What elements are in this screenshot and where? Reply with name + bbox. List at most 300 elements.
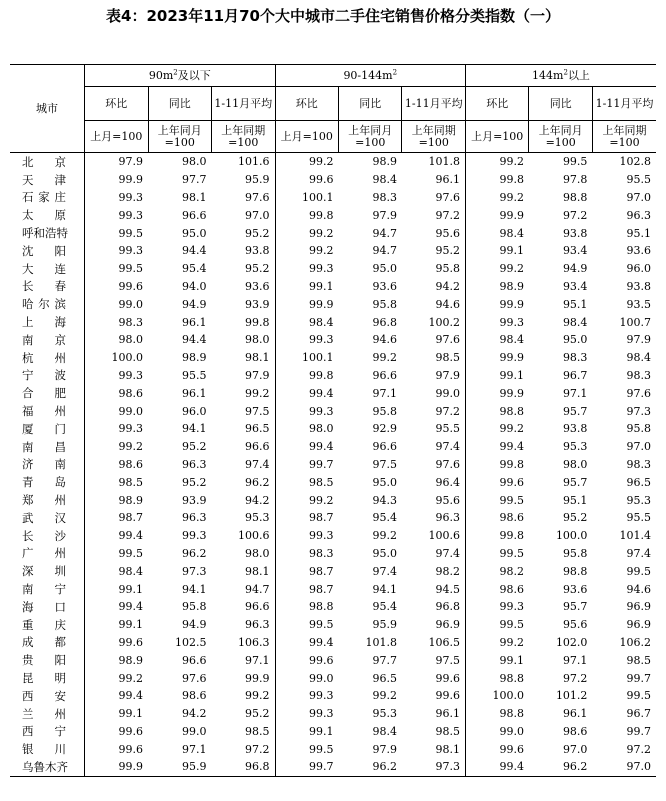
value-cell: 95.6: [402, 224, 465, 242]
value-cell: 99.2: [499, 190, 524, 204]
value-cell: 97.1: [372, 386, 397, 400]
value-cell: 93.4: [562, 279, 588, 293]
value-cell: 99.3: [118, 244, 144, 258]
value-cell: 99.7: [626, 671, 651, 685]
value-cell: 93.8: [212, 242, 275, 260]
value-cell: 95.4: [372, 600, 397, 614]
city-cell: 哈尔滨: [10, 295, 85, 313]
value-cell: 99.9: [212, 669, 275, 687]
value-cell: 99.8: [499, 529, 524, 543]
value-cell: 95.7: [562, 404, 588, 418]
value-cell: 93.4: [562, 244, 588, 258]
value-cell: 96.3: [182, 457, 207, 471]
value-cell: 99.8: [499, 457, 524, 471]
value-cell: 96.4: [402, 473, 465, 491]
value-cell: 99.6: [118, 742, 144, 756]
value-cell: 96.8: [402, 598, 465, 616]
table-row: [10, 313, 656, 331]
value-cell: 95.1: [626, 226, 651, 240]
value-cell: 94.7: [372, 226, 397, 240]
value-cell: 95.9: [212, 171, 275, 189]
value-cell: 95.3: [372, 707, 397, 721]
value-cell: 101.4: [619, 529, 651, 543]
value-cell: 97.4: [626, 546, 651, 560]
value-cell: 98.4: [626, 351, 651, 365]
value-cell: 99.0: [402, 384, 465, 402]
value-cell: 100.7: [619, 315, 651, 329]
table-row: [10, 206, 656, 224]
value-cell: 106.2: [619, 635, 651, 649]
table-row: [10, 527, 656, 545]
group-header-small: $90m^2$及以下: [85, 65, 275, 87]
value-cell: 93.6: [562, 582, 588, 596]
value-cell: 98.3: [372, 190, 397, 204]
table-row: [10, 456, 656, 474]
value-cell: 95.6: [562, 618, 588, 632]
value-cell: 95.0: [562, 333, 588, 347]
sub-header-mom: 环比: [85, 87, 148, 121]
value-cell: 95.1: [562, 493, 588, 507]
value-cell: 99.1: [499, 653, 524, 667]
value-cell: 97.2: [402, 402, 465, 420]
value-cell: 99.9: [499, 351, 524, 365]
value-cell: 99.9: [309, 297, 334, 311]
table-row: [10, 473, 656, 491]
city-cell: 长沙: [10, 527, 85, 545]
value-cell: 97.4: [212, 456, 275, 474]
value-cell: 96.0: [182, 404, 207, 418]
table-row: [10, 349, 656, 367]
sub-header-yoy: 同比: [529, 87, 592, 121]
value-cell: 94.4: [182, 244, 207, 258]
city-cell: 银川: [10, 740, 85, 758]
value-cell: 96.1: [182, 386, 207, 400]
base-header-yoy: 上年同月=100: [529, 121, 592, 153]
value-cell: 98.0: [212, 331, 275, 349]
value-cell: 95.8: [182, 600, 207, 614]
value-cell: 96.3: [182, 511, 207, 525]
city-cell: 西安: [10, 687, 85, 705]
city-cell: 南宁: [10, 580, 85, 598]
value-cell: 94.2: [212, 491, 275, 509]
value-cell: 97.3: [402, 758, 465, 776]
value-cell: 99.3: [309, 689, 334, 703]
value-cell: 99.2: [118, 440, 144, 454]
table-row: [10, 758, 656, 776]
value-cell: 100.1: [302, 351, 334, 365]
value-cell: 96.6: [372, 440, 397, 454]
value-cell: 106.3: [212, 634, 275, 652]
value-cell: 98.5: [626, 653, 651, 667]
sub-header-yoy: 同比: [148, 87, 211, 121]
value-cell: 99.5: [499, 618, 524, 632]
value-cell: 95.2: [182, 475, 207, 489]
table-row: [10, 687, 656, 705]
value-cell: 99.6: [402, 669, 465, 687]
city-cell: 海口: [10, 598, 85, 616]
value-cell: 100.0: [492, 689, 524, 703]
value-cell: 96.3: [402, 509, 465, 527]
value-cell: 99.9: [499, 297, 524, 311]
value-cell: 99.3: [118, 208, 144, 222]
value-cell: 98.3: [118, 315, 144, 329]
value-cell: 98.8: [309, 600, 334, 614]
value-cell: 94.6: [372, 333, 397, 347]
value-cell: 98.4: [118, 564, 144, 578]
value-cell: 93.9: [212, 295, 275, 313]
value-cell: 99.2: [309, 155, 334, 169]
value-cell: 97.8: [562, 173, 588, 187]
value-cell: 97.1: [562, 653, 588, 667]
city-cell: 青岛: [10, 473, 85, 491]
value-cell: 97.2: [562, 208, 588, 222]
value-cell: 98.0: [212, 545, 275, 563]
value-cell: 93.8: [626, 279, 651, 293]
table-row: [10, 509, 656, 527]
value-cell: 97.2: [562, 671, 588, 685]
table-row: [10, 545, 656, 563]
table-row: [10, 562, 656, 580]
value-cell: 99.6: [309, 653, 334, 667]
value-cell: 99.3: [499, 600, 524, 614]
value-cell: 99.4: [465, 758, 528, 776]
value-cell: 97.3: [182, 564, 207, 578]
base-header-avg: 上年同期=100: [592, 121, 656, 153]
value-cell: 96.6: [372, 368, 397, 382]
value-cell: 97.2: [626, 742, 651, 756]
value-cell: 99.4: [118, 689, 144, 703]
value-cell: 93.5: [626, 297, 651, 311]
value-cell: 93.9: [182, 493, 207, 507]
value-cell: 99.6: [118, 724, 144, 738]
value-cell: 94.6: [402, 295, 465, 313]
city-cell: 大连: [10, 260, 85, 278]
group-header-large: $144m^2$以上: [465, 65, 656, 87]
value-cell: 98.2: [402, 562, 465, 580]
value-cell: 95.2: [182, 440, 207, 454]
value-cell: 98.8: [562, 190, 588, 204]
value-cell: 96.5: [212, 420, 275, 438]
city-cell: 宁波: [10, 367, 85, 385]
value-cell: 96.5: [626, 475, 651, 489]
value-cell: 93.6: [372, 279, 397, 293]
city-cell: 合肥: [10, 384, 85, 402]
value-cell: 99.0: [309, 671, 334, 685]
value-cell: 98.7: [118, 511, 144, 525]
city-cell: 深圳: [10, 562, 85, 580]
value-cell: 99.0: [118, 404, 144, 418]
value-cell: 100.1: [302, 190, 334, 204]
value-cell: 97.4: [402, 545, 465, 563]
table-row: [10, 224, 656, 242]
city-cell: 呼和浩特: [10, 224, 85, 242]
group-header-medium: $90-144m^2$: [275, 65, 465, 87]
city-column-header: 城市: [10, 65, 85, 153]
value-cell: 97.6: [212, 189, 275, 207]
value-cell: 97.9: [118, 155, 144, 169]
base-header-mom: 上月=100: [465, 121, 528, 153]
value-cell: 96.2: [212, 473, 275, 491]
value-cell: 101.2: [555, 689, 588, 703]
value-cell: 100.2: [402, 313, 465, 331]
value-cell: 99.7: [626, 724, 651, 738]
table-row: [10, 402, 656, 420]
value-cell: 96.8: [212, 758, 275, 776]
value-cell: 97.6: [182, 671, 207, 685]
table-row: [10, 669, 656, 687]
table-row: [10, 260, 656, 278]
value-cell: 98.9: [372, 155, 397, 169]
value-cell: 97.2: [212, 740, 275, 758]
value-cell: 92.9: [372, 422, 397, 436]
value-cell: 99.3: [118, 190, 144, 204]
value-cell: 97.3: [626, 404, 651, 418]
value-cell: 98.2: [499, 564, 524, 578]
value-cell: 95.2: [212, 224, 275, 242]
value-cell: 99.1: [118, 707, 144, 721]
value-cell: 99.4: [309, 635, 334, 649]
value-cell: 95.6: [402, 491, 465, 509]
value-cell: 98.0: [118, 333, 144, 347]
base-header-avg: 上年同期=100: [212, 121, 275, 153]
value-cell: 98.7: [309, 582, 334, 596]
value-cell: 96.1: [182, 315, 207, 329]
value-cell: 98.8: [562, 564, 588, 578]
sub-header-mom: 环比: [275, 87, 338, 121]
city-cell: 西宁: [10, 723, 85, 741]
value-cell: 96.9: [626, 600, 651, 614]
value-cell: 99.3: [309, 333, 334, 347]
value-cell: 98.1: [402, 740, 465, 758]
value-cell: 93.8: [562, 422, 588, 436]
city-cell: 厦门: [10, 420, 85, 438]
value-cell: 100.6: [212, 527, 275, 545]
value-cell: 99.1: [118, 618, 144, 632]
value-cell: 98.0: [182, 155, 207, 169]
value-cell: 99.5: [499, 493, 524, 507]
table-title: 表4：2023年11月70个大中城市二手住宅销售价格分类指数（一）: [106, 7, 560, 25]
city-cell: 南昌: [10, 438, 85, 456]
value-cell: 96.5: [372, 671, 397, 685]
value-cell: 97.0: [626, 190, 651, 204]
value-cell: 96.2: [529, 758, 592, 776]
value-cell: 95.8: [402, 260, 465, 278]
value-cell: 99.3: [309, 404, 334, 418]
value-cell: 99.2: [309, 226, 334, 240]
value-cell: 99.4: [499, 440, 524, 454]
value-cell: 95.3: [562, 440, 588, 454]
value-cell: 95.2: [212, 260, 275, 278]
city-cell: 南京: [10, 331, 85, 349]
value-cell: 99.5: [118, 546, 144, 560]
value-cell: 98.9: [118, 493, 144, 507]
value-cell: 97.6: [626, 386, 651, 400]
value-cell: 99.4: [309, 386, 334, 400]
value-cell: 97.7: [372, 653, 397, 667]
value-cell: 99.6: [499, 475, 524, 489]
value-cell: 93.8: [562, 226, 588, 240]
value-cell: 99.5: [118, 262, 144, 276]
value-cell: 98.6: [499, 511, 524, 525]
value-cell: 99.5: [309, 742, 334, 756]
value-cell: 101.8: [365, 635, 397, 649]
city-cell: 成都: [10, 634, 85, 652]
city-cell: 石家庄: [10, 189, 85, 207]
value-cell: 98.4: [499, 333, 524, 347]
value-cell: 97.9: [212, 367, 275, 385]
value-cell: 99.4: [118, 600, 144, 614]
value-cell: 99.4: [309, 440, 334, 454]
value-cell: 96.7: [562, 368, 588, 382]
value-cell: 97.5: [372, 457, 397, 471]
value-cell: 95.5: [626, 173, 651, 187]
value-cell: 99.1: [118, 582, 144, 596]
value-cell: 99.3: [118, 368, 144, 382]
city-cell: 福州: [10, 402, 85, 420]
value-cell: 96.1: [562, 707, 588, 721]
value-cell: 93.6: [626, 244, 651, 258]
base-header-yoy: 上年同月=100: [148, 121, 211, 153]
value-cell: 100.0: [111, 351, 144, 365]
city-cell: 昆明: [10, 669, 85, 687]
value-cell: 97.5: [212, 402, 275, 420]
city-cell: 长春: [10, 278, 85, 296]
value-cell: 98.5: [212, 723, 275, 741]
city-cell: 贵阳: [10, 651, 85, 669]
value-cell: 99.3: [499, 315, 524, 329]
city-cell: 武汉: [10, 509, 85, 527]
value-cell: 99.2: [499, 262, 524, 276]
value-cell: 97.4: [372, 564, 397, 578]
table-row: [10, 278, 656, 296]
value-cell: 94.9: [562, 262, 588, 276]
value-cell: 99.9: [118, 173, 144, 187]
base-header-avg: 上年同期=100: [402, 121, 465, 153]
value-cell: 100.6: [402, 527, 465, 545]
city-cell: 郑州: [10, 491, 85, 509]
value-cell: 95.5: [626, 511, 651, 525]
sub-header-mom: 环比: [465, 87, 528, 121]
value-cell: 94.0: [182, 279, 207, 293]
value-cell: 96.9: [402, 616, 465, 634]
value-cell: 97.7: [182, 173, 207, 187]
value-cell: 94.7: [372, 244, 397, 258]
city-cell: 乌鲁木齐: [10, 758, 85, 776]
value-cell: 101.6: [212, 153, 275, 171]
value-cell: 96.7: [626, 707, 651, 721]
table-row: [10, 189, 656, 207]
value-cell: 96.6: [182, 653, 207, 667]
value-cell: 98.4: [372, 724, 397, 738]
value-cell: 99.2: [499, 422, 524, 436]
value-cell: 97.9: [402, 367, 465, 385]
value-cell: 99.3: [182, 529, 207, 543]
table-row: [10, 634, 656, 652]
value-cell: 99.3: [309, 529, 334, 543]
value-cell: 98.3: [626, 368, 651, 382]
value-cell: 98.6: [499, 582, 524, 596]
value-cell: 98.0: [562, 457, 588, 471]
value-cell: 96.3: [212, 616, 275, 634]
value-cell: 98.5: [118, 475, 144, 489]
value-cell: 97.6: [402, 331, 465, 349]
value-cell: 95.0: [372, 475, 397, 489]
value-cell: 97.0: [562, 742, 588, 756]
value-cell: 99.2: [212, 384, 275, 402]
value-cell: 99.1: [499, 368, 524, 382]
value-cell: 95.8: [626, 422, 651, 436]
value-cell: 99.2: [372, 351, 397, 365]
value-cell: 102.8: [619, 155, 651, 169]
value-cell: 99.2: [499, 635, 524, 649]
value-cell: 99.6: [118, 635, 144, 649]
value-cell: 94.1: [182, 422, 207, 436]
table-row: [10, 331, 656, 349]
value-cell: 95.2: [212, 705, 275, 723]
value-cell: 94.7: [212, 580, 275, 598]
value-cell: 98.9: [499, 279, 524, 293]
value-cell: 98.6: [562, 724, 588, 738]
value-cell: 106.5: [402, 634, 465, 652]
value-cell: 98.4: [372, 173, 397, 187]
value-cell: 94.2: [182, 707, 207, 721]
base-header-mom: 上月=100: [85, 121, 148, 153]
value-cell: 98.9: [182, 351, 207, 365]
value-cell: 98.1: [182, 190, 207, 204]
value-cell: 98.3: [309, 546, 334, 560]
value-cell: 97.0: [592, 758, 656, 776]
table-row: [10, 438, 656, 456]
value-cell: 95.0: [372, 262, 397, 276]
value-cell: 99.0: [499, 724, 524, 738]
table-row: [10, 384, 656, 402]
city-cell: 天津: [10, 171, 85, 189]
value-cell: 98.7: [309, 511, 334, 525]
value-cell: 95.2: [562, 511, 588, 525]
value-cell: 97.5: [402, 651, 465, 669]
value-cell: 95.0: [372, 546, 397, 560]
value-cell: 96.1: [402, 705, 465, 723]
value-cell: 96.6: [212, 598, 275, 616]
table-header: [10, 65, 656, 153]
value-cell: 98.5: [402, 723, 465, 741]
value-cell: 98.7: [309, 564, 334, 578]
value-cell: 97.0: [626, 440, 651, 454]
value-cell: 99.6: [309, 173, 334, 187]
value-cell: 98.1: [212, 562, 275, 580]
value-cell: 95.0: [182, 226, 207, 240]
value-cell: 99.6: [402, 687, 465, 705]
value-cell: 96.8: [372, 315, 397, 329]
value-cell: 96.1: [402, 171, 465, 189]
value-cell: 96.2: [339, 758, 402, 776]
value-cell: 99.8: [499, 173, 524, 187]
value-cell: 98.5: [402, 349, 465, 367]
value-cell: 99.1: [499, 244, 524, 258]
value-cell: 94.5: [402, 580, 465, 598]
table-row: [10, 242, 656, 260]
city-cell: 上海: [10, 313, 85, 331]
table-row: [10, 295, 656, 313]
value-cell: 98.8: [499, 404, 524, 418]
sub-header-avg: 1-11月平均: [402, 87, 465, 121]
value-cell: 96.6: [212, 438, 275, 456]
value-cell: 98.8: [499, 707, 524, 721]
value-cell: 97.9: [372, 742, 397, 756]
value-cell: 94.3: [372, 493, 397, 507]
value-cell: 99.5: [626, 564, 651, 578]
value-cell: 98.5: [309, 475, 334, 489]
